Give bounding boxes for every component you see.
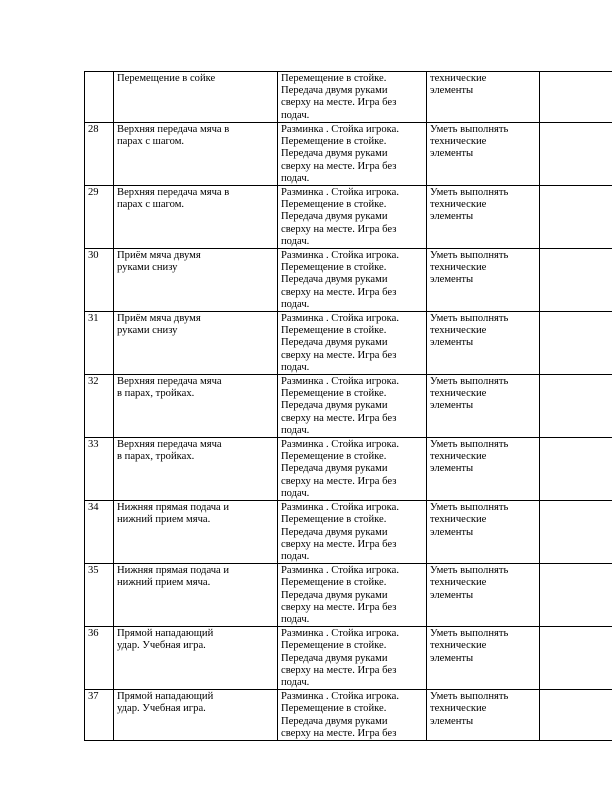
lesson-note-cell: [540, 123, 612, 186]
lesson-topic-cell-text: Приём мяча двумя руками снизу: [117, 250, 201, 274]
lesson-requirements-cell-text: Уметь выполнять технические элементы: [430, 502, 509, 538]
lesson-content-cell-text: Разминка . Стойка игрока. Перемещение в стойке. Передача двумя руками сверху на месте. Игра без подач.: [281, 376, 399, 436]
lesson-content-cell: [278, 72, 427, 123]
lesson-number-cell: [85, 249, 114, 312]
lesson-requirements-cell: [427, 186, 540, 249]
lesson-number-cell: [85, 123, 114, 186]
table-row: [85, 501, 612, 564]
lesson-number-cell: [85, 72, 114, 123]
lesson-content-cell: [278, 501, 427, 564]
lesson-topic-cell: [114, 627, 278, 690]
table-row: [85, 72, 612, 123]
lesson-number-cell-text: 32: [88, 376, 99, 388]
lesson-content-cell-text: Разминка . Стойка игрока. Перемещение в стойке. Передача двумя руками сверху на месте. Игра без подач.: [281, 565, 399, 625]
lesson-requirements-cell-text: Уметь выполнять технические элементы: [430, 124, 509, 160]
table-row: [85, 375, 612, 438]
lesson-number-cell-text: 33: [88, 439, 99, 451]
lesson-note-cell: [540, 438, 612, 501]
lesson-content-cell-text: Разминка . Стойка игрока. Перемещение в стойке. Передача двумя руками сверху на месте. Игра без: [281, 691, 399, 739]
lesson-requirements-cell: [427, 564, 540, 627]
lesson-requirements-cell: [427, 249, 540, 312]
lesson-content-cell: [278, 312, 427, 375]
lesson-requirements-cell-text: Уметь выполнять технические элементы: [430, 376, 509, 412]
lesson-number-cell: [85, 564, 114, 627]
lesson-requirements-cell-text: Уметь выполнять технические элементы: [430, 250, 509, 286]
lesson-requirements-cell: [427, 375, 540, 438]
lesson-topic-cell: [114, 186, 278, 249]
lesson-topic-cell: [114, 690, 278, 741]
lesson-content-cell-text: Разминка . Стойка игрока. Перемещение в стойке. Передача двумя руками сверху на месте. Игра без подач.: [281, 124, 399, 184]
lesson-topic-cell: [114, 249, 278, 312]
lesson-note-cell: [540, 186, 612, 249]
lesson-topic-cell-text: Нижняя прямая подача и нижний прием мяча.: [117, 502, 230, 526]
lesson-content-cell: [278, 627, 427, 690]
lesson-requirements-cell-text: Уметь выполнять технические элементы: [430, 691, 509, 727]
lesson-topic-cell-text: Нижняя прямая подача и нижний прием мяча.: [117, 565, 230, 589]
lesson-number-cell-text: 28: [88, 124, 99, 135]
table-row: [85, 123, 612, 186]
table-row: [85, 312, 612, 375]
lesson-number-cell: [85, 438, 114, 501]
lesson-topic-cell-text: Приём мяча двумя руками снизу: [117, 313, 201, 337]
lesson-requirements-cell: [427, 123, 540, 186]
lesson-content-cell: [278, 375, 427, 438]
lesson-requirements-cell: [427, 501, 540, 564]
table-row: [85, 438, 612, 501]
lesson-requirements-cell: [427, 438, 540, 501]
lesson-content-cell: [278, 438, 427, 501]
lesson-number-cell-text: 37: [88, 691, 99, 703]
lesson-requirements-cell-text: Уметь выполнять технические элементы: [430, 439, 509, 475]
lesson-number-cell: [85, 312, 114, 375]
lesson-requirements-cell-text: Уметь выполнять технические элементы: [430, 565, 509, 601]
lesson-topic-cell-text: Верхняя передача мяча в парах с шагом.: [117, 187, 230, 211]
lesson-topic-cell: [114, 72, 278, 123]
lesson-plan-table: [84, 71, 612, 741]
lesson-number-cell: [85, 690, 114, 741]
table-row: [85, 186, 612, 249]
lesson-note-cell: [540, 564, 612, 627]
lesson-topic-cell-text: Верхняя передача мяча в парах, тройках.: [117, 439, 222, 463]
lesson-content-cell-text: Разминка . Стойка игрока. Перемещение в стойке. Передача двумя руками сверху на месте. Игра без подач.: [281, 502, 399, 562]
table-row: [85, 249, 612, 312]
lesson-topic-cell: [114, 123, 278, 186]
lesson-requirements-cell: [427, 627, 540, 690]
lesson-note-cell: [540, 312, 612, 375]
lesson-topic-cell-text: Верхняя передача мяча в парах, тройках.: [117, 376, 222, 400]
lesson-content-cell: [278, 123, 427, 186]
lesson-content-cell: [278, 186, 427, 249]
lesson-content-cell-text: Разминка . Стойка игрока. Перемещение в стойке. Передача двумя руками сверху на месте. Игра без подач.: [281, 250, 399, 310]
lesson-topic-cell-text: Прямой нападающий удар. Учебная игра.: [117, 628, 214, 652]
lesson-requirements-cell: [427, 690, 540, 741]
lesson-number-cell: [85, 375, 114, 438]
lesson-note-cell: [540, 690, 612, 741]
lesson-content-cell-text: Разминка . Стойка игрока. Перемещение в стойке. Передача двумя руками сверху на месте. Игра без подач.: [281, 439, 399, 499]
lesson-requirements-cell: [427, 72, 540, 123]
lesson-content-cell: [278, 249, 427, 312]
lesson-note-cell: [540, 501, 612, 564]
lesson-topic-cell: [114, 564, 278, 627]
lesson-content-cell-text: Разминка . Стойка игрока. Перемещение в стойке. Передача двумя руками сверху на месте. Игра без подач.: [281, 187, 399, 247]
lesson-number-cell: [85, 627, 114, 690]
lesson-topic-cell-text: Верхняя передача мяча в парах с шагом.: [117, 124, 230, 148]
lesson-number-cell-text: 34: [88, 502, 99, 514]
table-row: [85, 690, 612, 741]
lesson-requirements-cell-text: Уметь выполнять технические элементы: [430, 187, 509, 223]
lesson-topic-cell: [114, 501, 278, 564]
lesson-topic-cell: [114, 438, 278, 501]
lesson-requirements-cell-text: технические элементы: [430, 73, 487, 97]
lesson-requirements-cell-text: Уметь выполнять технические элементы: [430, 628, 509, 664]
table-row: [85, 627, 612, 690]
lesson-requirements-cell: [427, 312, 540, 375]
lesson-number-cell-text: 35: [88, 565, 99, 577]
lesson-content-cell-text: Разминка . Стойка игрока. Перемещение в стойке. Передача двумя руками сверху на месте. Игра без подач.: [281, 313, 399, 373]
lesson-note-cell: [540, 249, 612, 312]
lesson-number-cell-text: 30: [88, 250, 99, 262]
lesson-topic-cell: [114, 312, 278, 375]
lesson-number-cell: [85, 186, 114, 249]
lesson-content-cell-text: Разминка . Стойка игрока. Перемещение в стойке. Передача двумя руками сверху на месте. Игра без подач.: [281, 628, 399, 688]
table-row: [85, 564, 612, 627]
lesson-content-cell: [278, 564, 427, 627]
lesson-topic-cell: [114, 375, 278, 438]
lesson-table-body: [85, 72, 612, 741]
lesson-note-cell: [540, 627, 612, 690]
lesson-number-cell: [85, 501, 114, 564]
lesson-content-cell-text: Перемещение в стойке. Передача двумя руками сверху на месте. Игра без подач.: [281, 73, 397, 121]
lesson-note-cell: [540, 375, 612, 438]
lesson-number-cell-text: 36: [88, 628, 99, 640]
lesson-topic-cell-text: Перемещение в сойке: [117, 73, 216, 84]
lesson-requirements-cell-text: Уметь выполнять технические элементы: [430, 313, 509, 349]
lesson-topic-cell-text: Прямой нападающий удар. Учебная игра.: [117, 691, 214, 715]
lesson-number-cell-text: 29: [88, 187, 99, 199]
lesson-note-cell: [540, 72, 612, 123]
lesson-content-cell: [278, 690, 427, 741]
lesson-number-cell-text: 31: [88, 313, 99, 325]
